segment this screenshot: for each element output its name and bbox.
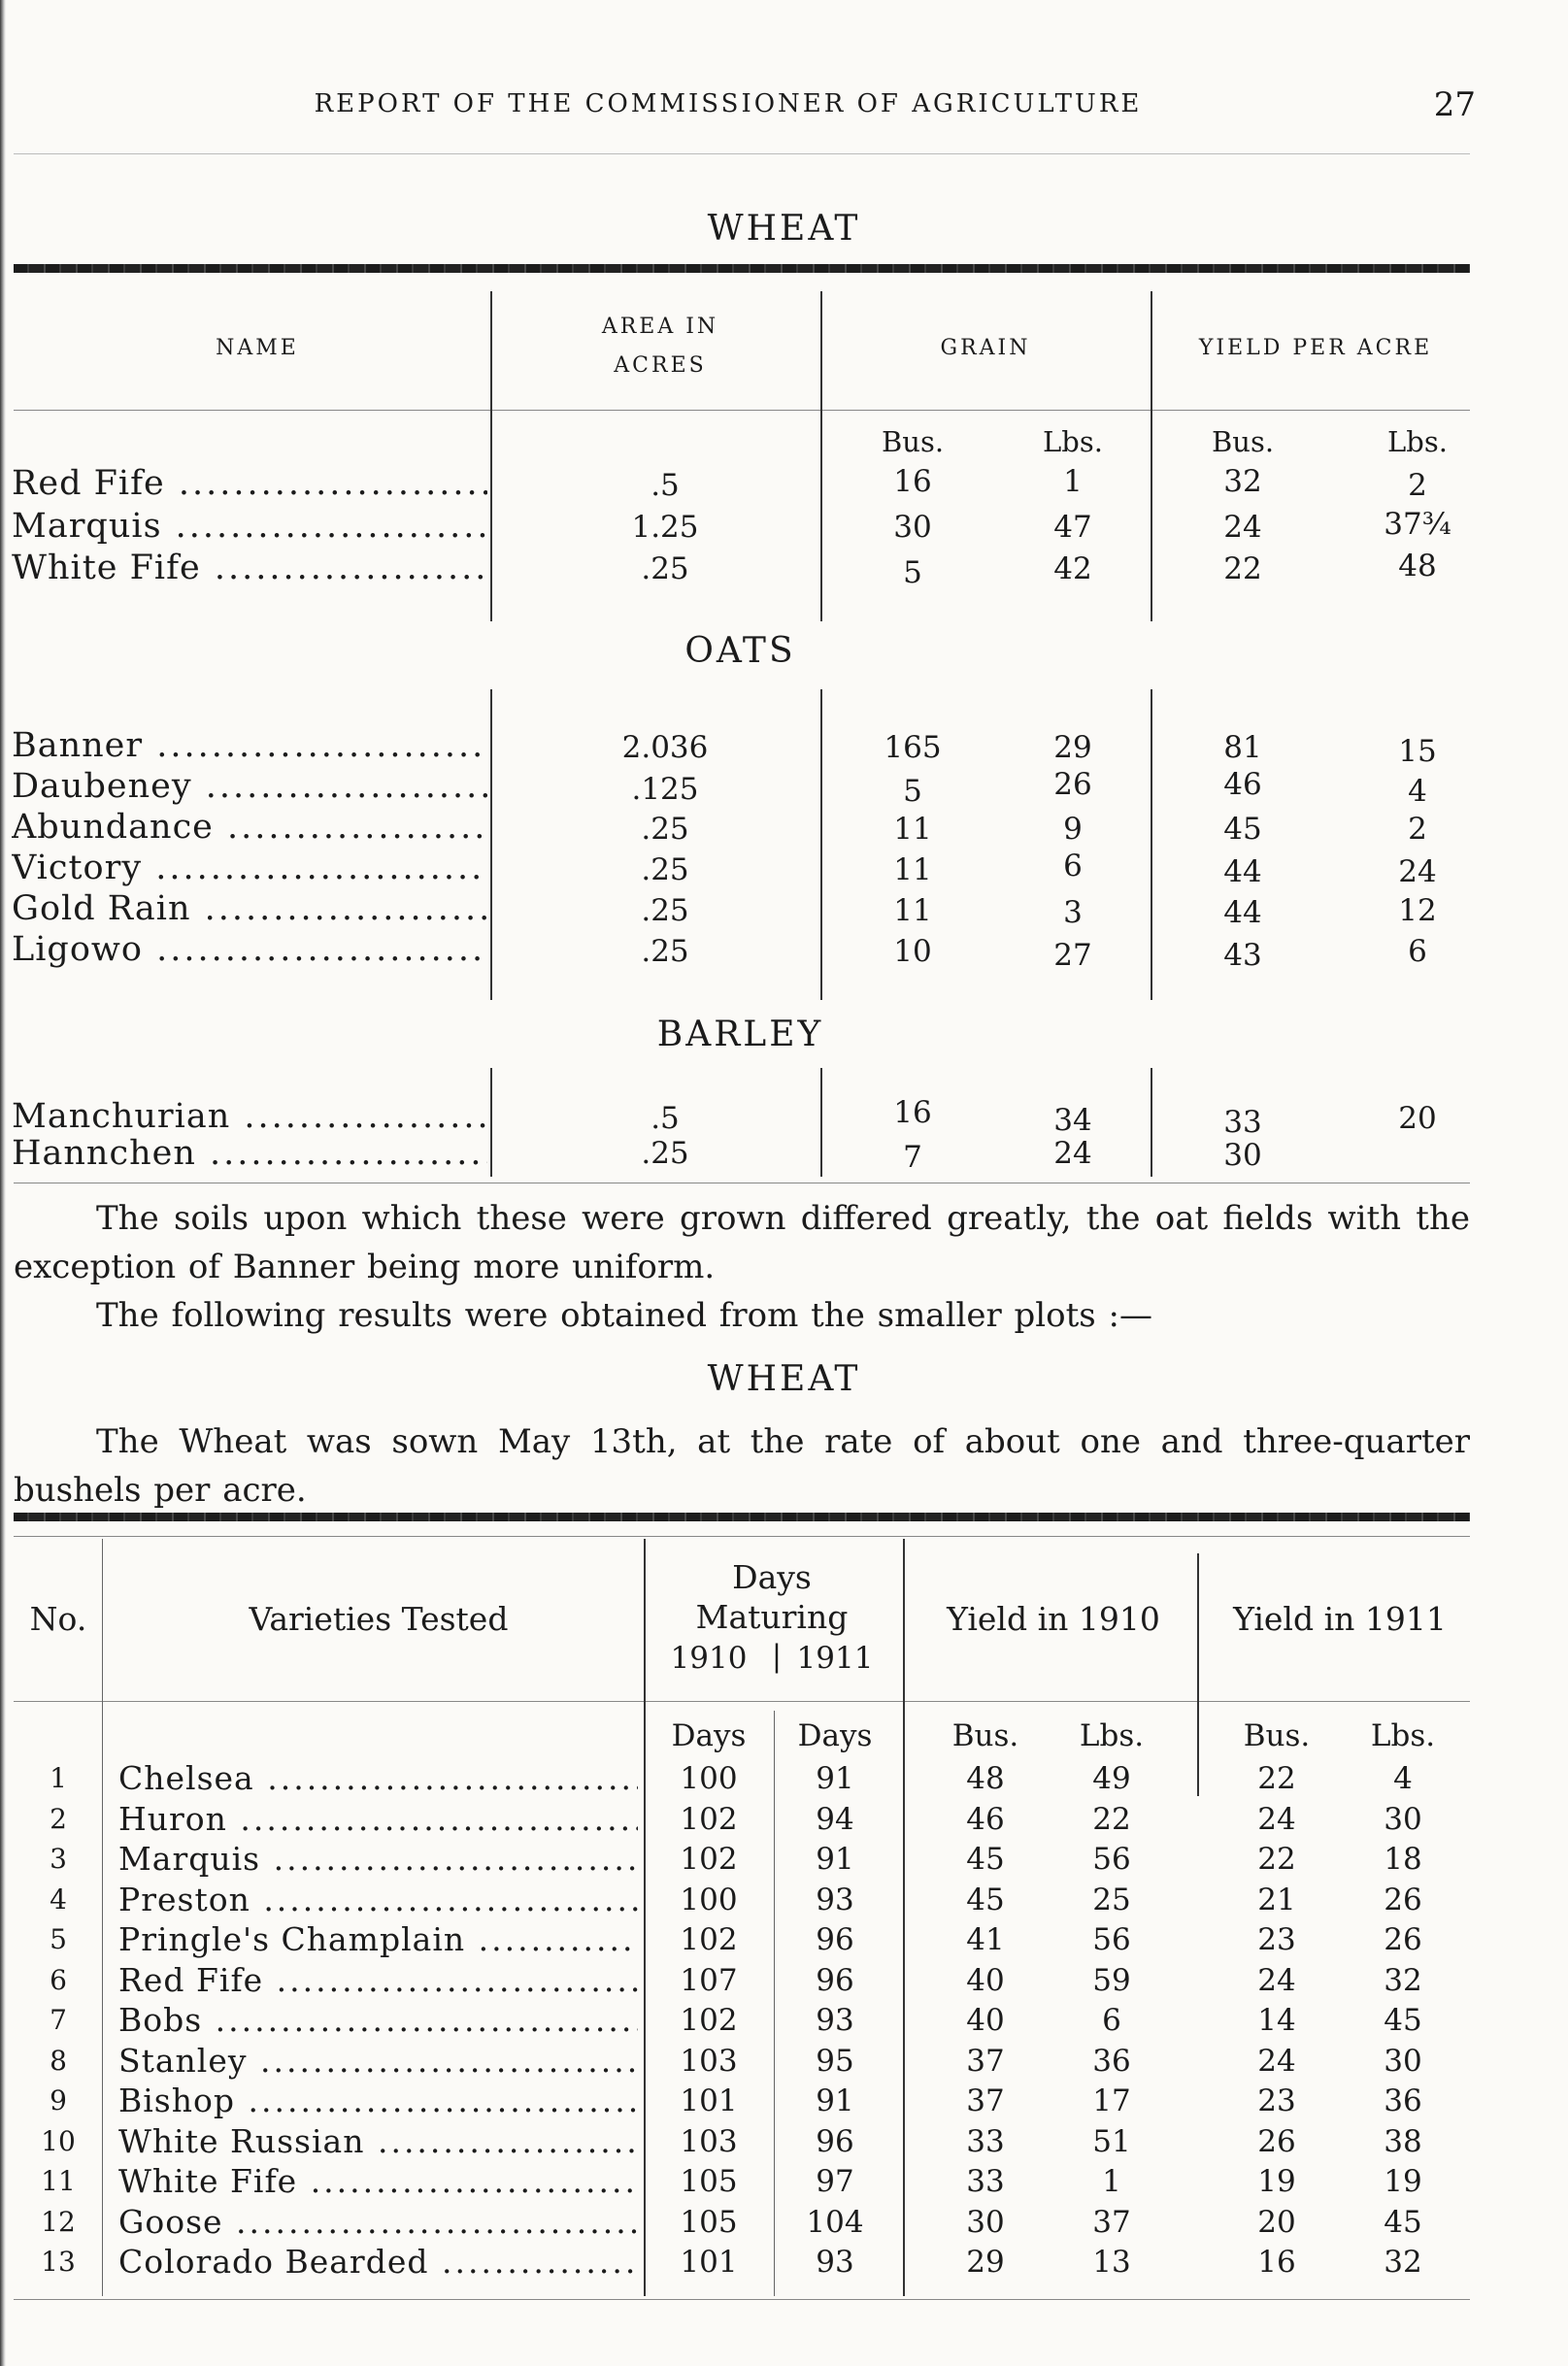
yield-1910-lbs-value: 56 [1092, 1842, 1131, 1877]
days-1911-value: 93 [816, 2003, 854, 2038]
grain-lbs-value: 3 [1063, 895, 1083, 930]
yield-bus-value: 44 [1223, 854, 1262, 889]
variety-name: Bobs ..... [118, 2001, 638, 2039]
running-head [0, 85, 1568, 128]
row-number: 6 [50, 1964, 67, 1996]
area-value: .25 [641, 551, 689, 586]
yield-1910-bus-value: 48 [966, 1761, 1005, 1796]
yield-1910-bus-value: 30 [966, 2205, 1005, 2240]
yield-1910-lbs-value: 36 [1092, 2044, 1131, 2079]
yield-lbs-value: 6 [1408, 934, 1427, 969]
yield-lbs-label: Lbs. [1387, 425, 1448, 458]
yield-1910-lbs-value: 6 [1102, 2003, 1121, 2038]
yield-1911-lbs-value: 30 [1384, 1802, 1422, 1837]
yield-lbs-value: 24 [1398, 854, 1437, 889]
area-value: 1.25 [631, 510, 699, 545]
yield-1910-bus-value: 33 [966, 2164, 1005, 2199]
days-1910-value: 103 [680, 2124, 738, 2159]
grain-bus-value: 11 [893, 893, 932, 928]
col-yield: YIELD PER ACRE [1198, 336, 1433, 360]
yield-1910-bus-value: 45 [966, 1883, 1005, 1917]
yield-bus-value: 81 [1223, 730, 1262, 765]
grain-lbs-value: 1 [1063, 464, 1083, 499]
row-number: 8 [50, 2045, 67, 2077]
crop-name: Banner ..... [12, 726, 487, 765]
variety-name: Preston ..... [118, 1881, 638, 1918]
yield-1910-bus-value: 37 [966, 2083, 1005, 2118]
running-title: REPORT OF THE COMMISSIONER OF AGRICULTURE [314, 89, 1143, 118]
grain-lbs-value: 47 [1053, 510, 1092, 545]
yield-1911-lbs-value: 32 [1384, 2245, 1422, 2280]
grain-lbs-value: 34 [1053, 1103, 1092, 1138]
vline-varieties [644, 1539, 646, 2296]
days-1911-value: 104 [806, 2205, 864, 2240]
yield-1911-bus-value: 21 [1257, 1883, 1296, 1917]
yield-1910-lbs-value: 49 [1092, 1761, 1131, 1796]
col-no: No. [29, 1600, 87, 1638]
area-value: .25 [641, 934, 689, 969]
table1-title: WHEAT [707, 209, 861, 249]
table2-bottom-rule [14, 2299, 1470, 2300]
variety-name: Red Fife ..... [118, 1961, 638, 1999]
yield-1911-lbs-value: 4 [1393, 1761, 1413, 1796]
days-1910-value: 102 [680, 2003, 738, 2038]
col-days-1911: 1911 [796, 1641, 874, 1676]
yield-1910-bus-value: 45 [966, 1842, 1005, 1877]
yield-1910-lbs-value: 37 [1092, 2205, 1131, 2240]
yield-1911-bus-value: 26 [1257, 2124, 1296, 2159]
variety-name: Stanley ..... [118, 2042, 638, 2080]
grain-bus-value: 10 [893, 934, 932, 969]
days-1910-value: 105 [680, 2164, 738, 2199]
grain-bus-value: 5 [903, 555, 922, 590]
grain-bus-value: 30 [893, 510, 932, 545]
days-1910-value: 102 [680, 1802, 738, 1837]
row-number: 5 [50, 1923, 67, 1955]
days-1911-value: 93 [816, 2245, 854, 2280]
yield-1911-lbs-value: 38 [1384, 2124, 1422, 2159]
yield-bus-value: 32 [1223, 464, 1262, 499]
yield-1911-bus-value: 20 [1257, 2205, 1296, 2240]
days-1910-value: 102 [680, 1922, 738, 1957]
table2-top-rule [14, 1513, 1470, 1521]
days-1911-value: 94 [816, 1802, 854, 1837]
yield-lbs-value: 37¾ [1384, 507, 1451, 542]
col-days-divider: | [771, 1639, 783, 1674]
vline-grain-left-1 [820, 291, 822, 621]
crop-name: Red Fife ..... [12, 464, 487, 503]
days-1911-value: 96 [816, 1963, 854, 1998]
area-value: .25 [641, 1136, 689, 1171]
grain-bus-value: 11 [893, 852, 932, 887]
yield-1910-bus-value: 41 [966, 1922, 1005, 1957]
yield-lbs-value: 4 [1408, 774, 1427, 809]
wheat-plots-heading: WHEAT [707, 1359, 861, 1399]
grain-bus-value: 16 [893, 1095, 932, 1130]
variety-name: Colorado Bearded ..... [118, 2243, 638, 2281]
table1-top-rule [14, 264, 1470, 273]
crop-name: Daubeney ..... [12, 767, 487, 806]
variety-name: White Russian ..... [118, 2122, 638, 2160]
yield-bus-value: 44 [1223, 895, 1262, 930]
yield-1911-bus-value: 22 [1257, 1761, 1296, 1796]
yield-lbs-value: 12 [1398, 893, 1437, 928]
head-rule [14, 153, 1470, 154]
yield-bus-value: 30 [1223, 1138, 1262, 1173]
row-number: 7 [50, 2004, 67, 2036]
col-days-line2: Maturing [695, 1598, 849, 1636]
yield-lbs-value: 2 [1408, 468, 1427, 503]
variety-name: Marquis ..... [118, 1840, 638, 1878]
yield-1910-lbs-label: Lbs. [1079, 1718, 1145, 1753]
row-number: 12 [41, 2206, 76, 2238]
crop-name: Ligowo ..... [12, 930, 487, 969]
row-number: 1 [50, 1762, 67, 1794]
yield-1910-bus-value: 46 [966, 1802, 1005, 1837]
vline-area-left-3 [490, 1068, 492, 1177]
row-number: 4 [50, 1883, 67, 1916]
vline-grain-left-2 [820, 689, 822, 1000]
grain-lbs-value: 9 [1063, 812, 1083, 847]
yield-lbs-value: 48 [1398, 549, 1437, 583]
yield-bus-value: 22 [1223, 551, 1262, 586]
row-number: 10 [41, 2125, 76, 2157]
yield-1911-lbs-value: 30 [1384, 2044, 1422, 2079]
grain-bus-label: Bus. [881, 425, 945, 458]
yield-1910-bus-value: 40 [966, 2003, 1005, 2038]
soils-paragraph: The soils upon which these were grown differed greatly, the oat fields with the exception of Banner being more uniform. [14, 1199, 1470, 1286]
yield-bus-value: 45 [1223, 812, 1262, 847]
grain-bus-value: 16 [893, 464, 932, 499]
vline-yield-left-2 [1151, 689, 1152, 1000]
vline-yield-1910 [1197, 1553, 1199, 1796]
yield-1910-lbs-value: 13 [1092, 2245, 1131, 2280]
yield-1911-lbs-value: 32 [1384, 1963, 1422, 1998]
yield-1911-bus-value: 14 [1257, 2003, 1296, 2038]
variety-name: Chelsea ..... [118, 1759, 638, 1797]
yield-1911-lbs-value: 36 [1384, 2083, 1422, 2118]
table2-header-rule [14, 1701, 1470, 1702]
yield-1910-bus-value: 33 [966, 2124, 1005, 2159]
area-value: 2.036 [621, 730, 709, 765]
days-1910-value: 100 [680, 1883, 738, 1917]
vline-area-left-1 [490, 291, 492, 621]
yield-lbs-value: 2 [1408, 812, 1427, 847]
grain-bus-value: 7 [903, 1140, 922, 1175]
days-1911-value: 93 [816, 1883, 854, 1917]
sowing-paragraph: The Wheat was sown May 13th, at the rate of about one and three-quarter bushels per acre. [14, 1422, 1470, 1510]
table2-top-thin-rule [14, 1536, 1470, 1537]
page-number: 27 [1433, 85, 1476, 124]
results-paragraph: The following results were obtained from the smaller plots :— [96, 1296, 1152, 1335]
crop-name: Victory ..... [12, 849, 487, 887]
days-1910-value: 103 [680, 2044, 738, 2079]
vline-area-left-2 [490, 689, 492, 1000]
vline-yield-left-1 [1151, 291, 1152, 621]
yield-1910-lbs-value: 1 [1102, 2164, 1121, 2199]
yield-1910-lbs-value: 51 [1092, 2124, 1131, 2159]
area-value: .125 [631, 772, 699, 807]
yield-1911-bus-value: 19 [1257, 2164, 1296, 2199]
days-label: Days [671, 1718, 747, 1753]
grain-lbs-value: 42 [1053, 551, 1092, 586]
yield-bus-value: 24 [1223, 510, 1262, 545]
days-1911-value: 95 [816, 2044, 854, 2079]
days-label: Days [797, 1718, 873, 1753]
crop-name: Abundance ..... [12, 808, 487, 847]
yield-1910-lbs-value: 59 [1092, 1963, 1131, 1998]
grain-lbs-label: Lbs. [1043, 425, 1103, 458]
yield-1910-bus-value: 29 [966, 2245, 1005, 2280]
days-1910-value: 107 [680, 1963, 738, 1998]
days-1910-value: 101 [680, 2083, 738, 2118]
oats-title: OATS [684, 631, 796, 671]
yield-1911-bus-value: 16 [1257, 2245, 1296, 2280]
yield-1911-bus-value: 22 [1257, 1842, 1296, 1877]
area-value: .5 [651, 468, 680, 503]
days-1910-value: 101 [680, 2245, 738, 2280]
col-days-line1: Days [732, 1558, 812, 1596]
yield-1911-lbs-value: 26 [1384, 1922, 1422, 1957]
vline-no [102, 1539, 103, 2296]
yield-bus-label: Bus. [1211, 425, 1275, 458]
yield-1911-lbs-value: 26 [1384, 1883, 1422, 1917]
row-number: 9 [50, 2084, 67, 2116]
row-number: 2 [50, 1803, 67, 1835]
crop-name: Marquis ..... [12, 507, 487, 546]
days-1910-value: 100 [680, 1761, 738, 1796]
vline-grain-left-3 [820, 1068, 822, 1177]
variety-name: Pringle's Champlain ..... [118, 1920, 638, 1958]
crop-name: White Fife ..... [12, 549, 487, 587]
col-yield-1910: Yield in 1910 [947, 1600, 1160, 1638]
col-area-line2: ACRES [614, 353, 707, 378]
col-name: NAME [216, 336, 299, 360]
yield-1911-bus-value: 23 [1257, 2083, 1296, 2118]
yield-lbs-value: 20 [1398, 1101, 1437, 1136]
yield-bus-value: 46 [1223, 767, 1262, 802]
grain-bus-value: 11 [893, 812, 932, 847]
yield-1911-lbs-value: 45 [1384, 2003, 1422, 2038]
days-1911-value: 97 [816, 2164, 854, 2199]
yield-1911-bus-value: 24 [1257, 1963, 1296, 1998]
variety-name: Huron ..... [118, 1800, 638, 1838]
days-1911-value: 96 [816, 1922, 854, 1957]
variety-name: Bishop ..... [118, 2082, 638, 2119]
area-value: .25 [641, 893, 689, 928]
grain-lbs-value: 6 [1063, 849, 1083, 883]
crop-name: Manchurian ..... [12, 1097, 487, 1136]
row-number: 11 [41, 2165, 76, 2197]
yield-1911-bus-value: 23 [1257, 1922, 1296, 1957]
variety-name: White Fife ..... [118, 2162, 638, 2200]
yield-1911-lbs-label: Lbs. [1370, 1718, 1436, 1753]
row-number: 3 [50, 1843, 67, 1875]
crop-name: Hannchen ..... [12, 1134, 487, 1173]
grain-bus-value: 165 [884, 730, 942, 765]
grain-lbs-value: 24 [1053, 1136, 1092, 1171]
yield-1911-bus-value: 24 [1257, 2044, 1296, 2079]
yield-lbs-value: 15 [1398, 734, 1437, 769]
grain-lbs-value: 29 [1053, 730, 1092, 765]
area-value: .5 [651, 1101, 680, 1136]
yield-1910-bus-value: 40 [966, 1963, 1005, 1998]
table1-header-rule [14, 410, 1470, 411]
yield-1911-lbs-value: 18 [1384, 1842, 1422, 1877]
days-1910-value: 102 [680, 1842, 738, 1877]
col-varieties: Varieties Tested [249, 1600, 509, 1638]
vline-days [903, 1539, 905, 2296]
col-days-1910: 1910 [670, 1641, 748, 1676]
variety-name: Goose ..... [118, 2203, 638, 2241]
yield-1910-lbs-value: 56 [1092, 1922, 1131, 1957]
col-yield-1911: Yield in 1911 [1233, 1600, 1447, 1638]
yield-1910-lbs-value: 22 [1092, 1802, 1131, 1837]
vline-days-mid [774, 1711, 775, 2296]
book-spine-shadow [0, 0, 6, 2366]
col-area-line1: AREA IN [601, 315, 719, 339]
area-value: .25 [641, 812, 689, 847]
grain-lbs-value: 26 [1053, 767, 1092, 802]
yield-1910-lbs-value: 25 [1092, 1883, 1131, 1917]
barley-title: BARLEY [656, 1015, 824, 1054]
area-value: .25 [641, 852, 689, 887]
vline-yield-left-3 [1151, 1068, 1152, 1177]
days-1911-value: 91 [816, 2083, 854, 2118]
yield-bus-value: 43 [1223, 938, 1262, 973]
row-number: 13 [41, 2246, 76, 2278]
yield-bus-value: 33 [1223, 1105, 1262, 1140]
days-1911-value: 91 [816, 1842, 854, 1877]
yield-1910-lbs-value: 17 [1092, 2083, 1131, 2118]
yield-1911-lbs-value: 45 [1384, 2205, 1422, 2240]
grain-bus-value: 5 [903, 774, 922, 809]
yield-1911-bus-label: Bus. [1243, 1718, 1311, 1753]
days-1910-value: 105 [680, 2205, 738, 2240]
yield-1910-bus-label: Bus. [951, 1718, 1019, 1753]
grain-lbs-value: 27 [1053, 938, 1092, 973]
days-1911-value: 91 [816, 1761, 854, 1796]
yield-1911-bus-value: 24 [1257, 1802, 1296, 1837]
yield-1910-bus-value: 37 [966, 2044, 1005, 2079]
crop-name: Gold Rain ..... [12, 889, 487, 928]
days-1911-value: 96 [816, 2124, 854, 2159]
yield-1911-lbs-value: 19 [1384, 2164, 1422, 2199]
col-grain: GRAIN [940, 336, 1031, 360]
